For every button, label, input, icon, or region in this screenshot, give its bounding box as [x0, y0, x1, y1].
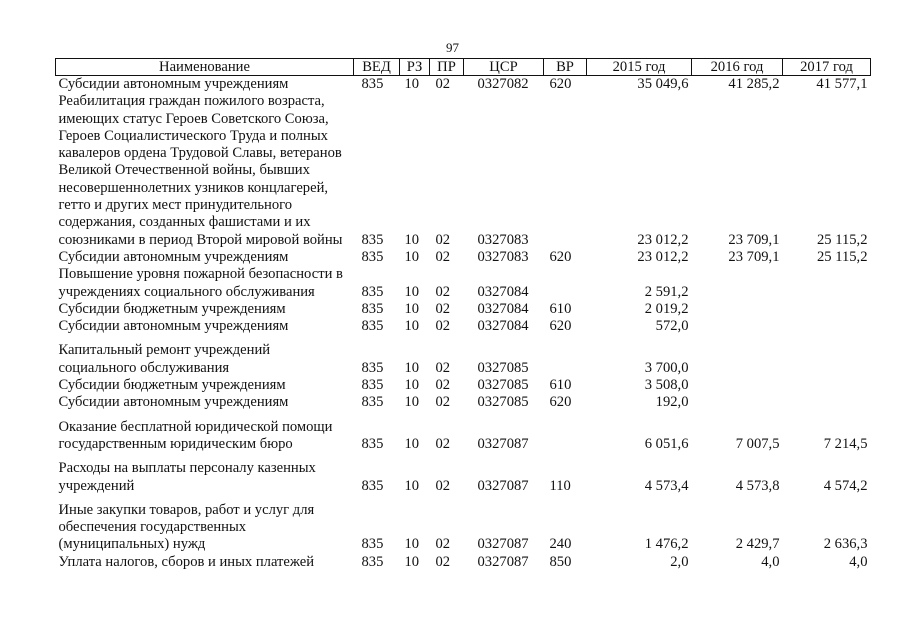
cell-csr: 0327083	[477, 231, 529, 248]
cell-y2017: 2 636,3	[823, 536, 868, 553]
cell-y2017: 41 577,1	[816, 76, 868, 92]
cell-y2015: 2 019,2	[644, 300, 689, 317]
cell-vr: 110	[549, 477, 571, 494]
cell-y2016: 7 007,5	[735, 435, 780, 452]
header-2017: 2017 год	[783, 59, 871, 76]
cell-y2016	[692, 266, 783, 301]
header-vr: ВР	[544, 59, 587, 76]
cell-name: Капитальный ремонт учреждений социального обслуживания	[58, 342, 271, 376]
cell-ved: 835	[361, 318, 384, 335]
header-name: Наименование	[56, 59, 354, 76]
cell-rz: 10	[404, 76, 420, 92]
cell-name: Субсидии бюджетным учреждениям	[58, 300, 286, 317]
header-2015: 2015 год	[587, 59, 692, 76]
cell-y2017: 4,0	[849, 553, 868, 570]
header-rz: РЗ	[400, 59, 430, 76]
cell-y2015: 23 012,2	[637, 231, 689, 248]
cell-vr	[544, 335, 587, 377]
cell-csr: 0327087	[477, 536, 529, 553]
table-row	[56, 266, 871, 301]
table-row	[56, 394, 871, 411]
cell-y2015: 6 051,6	[644, 435, 689, 452]
cell-vr	[544, 412, 587, 454]
cell-csr: 0327083	[477, 248, 529, 265]
cell-pr: 02	[435, 359, 451, 376]
cell-y2015: 572,0	[655, 318, 689, 335]
table-row	[56, 453, 871, 495]
cell-y2017: 25 115,2	[816, 248, 868, 265]
table-row	[56, 335, 871, 377]
cell-name: Субсидии автономным учреждениям	[58, 394, 289, 411]
cell-pr: 02	[435, 536, 451, 553]
cell-y2015: 192,0	[655, 394, 689, 411]
table-body	[56, 76, 871, 572]
cell-y2017: 7 214,5	[823, 435, 868, 452]
cell-csr: 0327087	[477, 553, 529, 570]
cell-ved: 835	[361, 553, 384, 570]
cell-vr	[544, 266, 587, 301]
cell-y2017	[783, 335, 871, 377]
cell-name: Иные закупки товаров, работ и услуг для обеспечения государственных (муниципальных) нужд	[58, 501, 315, 553]
budget-table	[55, 58, 871, 571]
cell-y2016	[692, 377, 783, 394]
cell-y2016: 4 573,8	[735, 477, 780, 494]
cell-y2017	[783, 394, 871, 411]
cell-csr: 0327084	[477, 318, 529, 335]
cell-vr	[544, 93, 587, 249]
table-row	[56, 76, 871, 94]
cell-ved: 835	[361, 477, 384, 494]
cell-ved: 835	[361, 359, 384, 376]
cell-pr: 02	[435, 553, 451, 570]
cell-ved: 835	[361, 394, 384, 411]
table-header-row	[56, 59, 871, 76]
cell-y2016	[692, 394, 783, 411]
cell-csr: 0327085	[477, 377, 529, 394]
cell-y2015: 3 508,0	[644, 377, 689, 394]
cell-vr: 620	[549, 248, 572, 265]
cell-rz: 10	[404, 359, 420, 376]
cell-pr: 02	[435, 394, 451, 411]
cell-pr: 02	[435, 76, 451, 92]
cell-y2016: 4,0	[761, 553, 780, 570]
cell-rz: 10	[404, 377, 420, 394]
cell-ved: 835	[361, 283, 384, 300]
cell-ved: 835	[361, 377, 384, 394]
cell-y2015: 2,0	[670, 553, 689, 570]
cell-vr: 240	[549, 536, 572, 553]
cell-name: Субсидии автономным учреждениям	[58, 76, 289, 92]
cell-y2015: 35 049,6	[637, 76, 689, 92]
cell-y2015: 23 012,2	[637, 248, 689, 265]
cell-vr: 610	[549, 300, 572, 317]
cell-csr: 0327082	[477, 76, 529, 92]
header-ved: ВЕД	[354, 59, 400, 76]
cell-y2016: 23 709,1	[728, 231, 780, 248]
cell-y2015: 4 573,4	[644, 477, 689, 494]
cell-vr: 620	[549, 76, 572, 92]
cell-name: Оказание бесплатной юридической помощи государственным юридическим бюро	[58, 418, 333, 452]
cell-name: Субсидии автономным учреждениям	[58, 318, 289, 335]
cell-y2017	[783, 301, 871, 318]
cell-ved: 835	[361, 300, 384, 317]
cell-y2017: 4 574,2	[823, 477, 868, 494]
header-csr: ЦСР	[464, 59, 544, 76]
cell-y2016: 2 429,7	[735, 536, 780, 553]
cell-pr: 02	[435, 231, 451, 248]
cell-rz: 10	[404, 283, 420, 300]
cell-rz: 10	[404, 394, 420, 411]
cell-vr: 610	[549, 377, 572, 394]
cell-rz: 10	[404, 248, 420, 265]
cell-ved: 835	[361, 76, 384, 92]
table-row	[56, 377, 871, 394]
cell-name: Повышение уровня пожарной безопасности в учреждениях социального обслуживания	[58, 266, 343, 300]
cell-y2017	[783, 318, 871, 335]
cell-ved: 835	[361, 536, 384, 553]
cell-name: Субсидии автономным учреждениям	[58, 248, 289, 265]
cell-y2017: 25 115,2	[816, 231, 868, 248]
cell-ved: 835	[361, 231, 384, 248]
table-row	[56, 412, 871, 454]
cell-name: Субсидии бюджетным учреждениям	[58, 377, 286, 394]
table-row	[56, 249, 871, 266]
table-row	[56, 93, 871, 249]
cell-y2017	[783, 377, 871, 394]
cell-rz: 10	[404, 318, 420, 335]
cell-y2016: 41 285,2	[728, 76, 780, 92]
header-pr: ПР	[430, 59, 464, 76]
cell-csr: 0327087	[477, 477, 529, 494]
cell-pr: 02	[435, 248, 451, 265]
cell-vr: 850	[549, 553, 572, 570]
cell-pr: 02	[435, 318, 451, 335]
cell-y2016	[692, 301, 783, 318]
cell-y2017	[783, 266, 871, 301]
cell-pr: 02	[435, 477, 451, 494]
cell-pr: 02	[435, 300, 451, 317]
cell-rz: 10	[404, 231, 420, 248]
cell-rz: 10	[404, 477, 420, 494]
cell-pr: 02	[435, 283, 451, 300]
cell-y2016	[692, 318, 783, 335]
table-row	[56, 301, 871, 318]
cell-csr: 0327085	[477, 359, 529, 376]
cell-rz: 10	[404, 553, 420, 570]
cell-ved: 835	[361, 435, 384, 452]
table-row	[56, 318, 871, 335]
cell-csr: 0327084	[477, 300, 529, 317]
cell-name: Реабилитация граждан пожилого возраста, имеющих статус Героев Советского Союза, Героев Социалистического Труда и полных кавалеров ордена Трудовой Славы, ветеранов Великой Отечественной войны, бывших несовершеннолетних узников концлагерей, гетто и других мест принудительного содержания, созданных фашистами и их союзниками в период Второй мировой войны	[58, 93, 343, 248]
table-row	[56, 554, 871, 571]
header-2016: 2016 год	[692, 59, 783, 76]
cell-y2015: 2 591,2	[644, 283, 689, 300]
cell-vr: 620	[549, 394, 572, 411]
cell-csr: 0327084	[477, 283, 529, 300]
cell-pr: 02	[435, 377, 451, 394]
cell-rz: 10	[404, 536, 420, 553]
cell-csr: 0327087	[477, 435, 529, 452]
cell-csr: 0327085	[477, 394, 529, 411]
cell-ved: 835	[361, 248, 384, 265]
cell-y2015: 1 476,2	[644, 536, 689, 553]
table-row	[56, 495, 871, 554]
cell-rz: 10	[404, 300, 420, 317]
cell-y2016	[692, 335, 783, 377]
cell-vr: 620	[549, 318, 572, 335]
cell-name: Расходы на выплаты персоналу казенных учреждений	[58, 460, 316, 494]
cell-name: Уплата налогов, сборов и иных платежей	[58, 553, 315, 570]
cell-rz: 10	[404, 435, 420, 452]
cell-pr: 02	[435, 435, 451, 452]
page-number: 97	[446, 40, 459, 55]
cell-y2015: 3 700,0	[644, 359, 689, 376]
cell-y2016: 23 709,1	[728, 248, 780, 265]
